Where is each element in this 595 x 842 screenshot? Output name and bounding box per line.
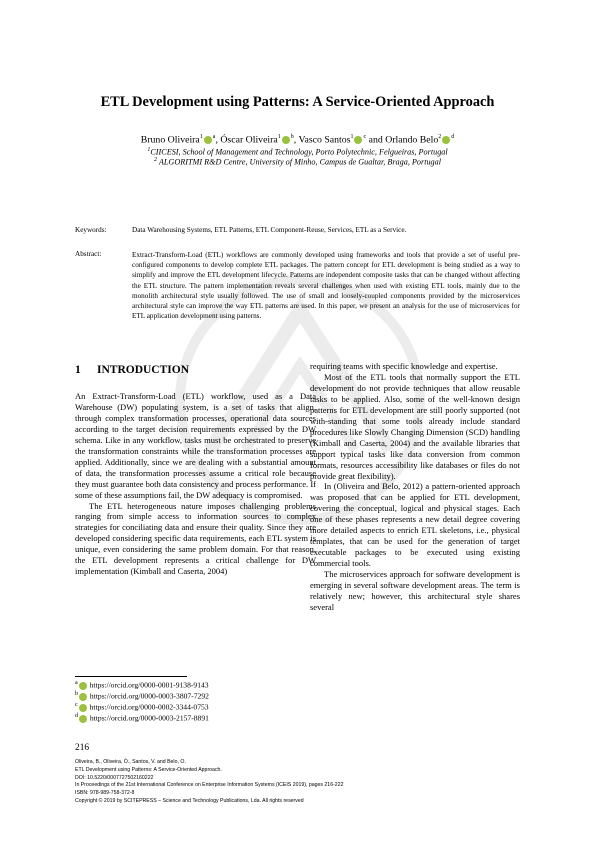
orcid-link[interactable]: https://orcid.org/0000-0003-3807-7292 xyxy=(89,691,209,701)
right-column xyxy=(310,361,520,613)
affiliation: $^1$CIICESI, School of Management and Technology, Porto Polytechnic, Felgueiras, Portugal xyxy=(147,147,448,157)
abstract-text: Extract-Transform-Load (ETL) workflows are commonly developed using frameworks and tools that provide a set of useful pre-configured components to develop complete ETL packages. The pattern concept for ETL development is being studied as a way to simplify and improve the ETL development lifecycle. Patterns are independent composite tasks that can be changed without affecting the ETL structure. The pattern implementation reveals several challenges when used with existing ETL tools, mainly due to the monolith architectural style usually followed. The use of small and loosely-coupled components provided by the microservices architectural style can improve the way ETL patterns are used. In this paper, we present an analysis for the use of microservices for ETL application development using patterns. xyxy=(132,251,520,321)
orcid-icon xyxy=(79,704,87,712)
keywords-text: Data Warehousing Systems, ETL Patterns, ETL Component-Reuse, Services, ETL as a Service. xyxy=(132,226,407,234)
citation-line: Copyright © 2019 by SCITEPRESS – Science and Technology Publications, Lda. All rights reserved xyxy=(75,797,304,804)
section-title: INTRODUCTION xyxy=(97,364,190,376)
affiliation: $^2$ ALGORITMI R&D Centre, University of Minho, Campus de Gualtar, Braga, Portugal xyxy=(153,157,442,167)
paragraph: In (Oliveira and Belo, 2012) a pattern-oriented approach was proposed that can be applied for ETL development, covering the conceptual, logical and physical stages. Each one of these phases represents a new detail degree covering more detailed aspects to enrich ETL skeletons, i.e., physical templates, that can be used for the generation of target executable packages to be executed using existing commercial tools. xyxy=(310,481,520,569)
orcid-icon[interactable] xyxy=(204,136,212,144)
citation-line: In Proceedings of the 21st International Conference on Enterprise Information Systems (ICEIS 2019), pages 216-222 xyxy=(75,782,344,789)
left-column xyxy=(75,391,316,577)
paper-title: ETL Development using Patterns: A Service-Oriented Approach xyxy=(100,94,495,110)
paragraph: The microservices approach for software development is emerging in several software development areas. The term is relatively new; however, this architectural style shares several xyxy=(310,569,520,612)
section-number: 1 xyxy=(75,364,81,376)
author-name: Vasco Santos xyxy=(298,134,351,146)
citation-block xyxy=(75,759,343,806)
orcid-link[interactable]: https://orcid.org/0000-0003-2157-8891 xyxy=(89,713,209,723)
citation-line: ETL Development using Patterns: A Service-Oriented Approach. xyxy=(75,766,222,773)
orcid-link[interactable]: https://orcid.org/0000-0002-3344-0753 xyxy=(89,702,209,712)
keywords-label: Keywords: xyxy=(75,226,107,234)
author-name: Óscar Oliveira xyxy=(220,134,278,146)
author-name: Bruno Oliveira xyxy=(140,134,200,146)
citation-line: ISBN: 978-989-758-372-8 xyxy=(75,790,135,797)
orcid-icon xyxy=(79,682,87,690)
citation-line: Oliveira, B., Oliveira, Ó., Santos, V. and Belo, O. xyxy=(75,759,186,765)
paragraph: An Extract-Transform-Load (ETL) workflow, used as a Data Warehouse (DW) populating system, is a set of tasks that align, through complex transformation processes, operational data sources according to the target decision requirements expressed by the DW schema. Like in any workflow, tasks must be orchestrated to preserve the transformation constraints while the transformation processes are applied. Additionally, since we are dealing with a substantial amount of data, the transformation processes assume a critical role because they must guarantee both data consistency and process performance. If some of these assumptions fail, the DW adequacy is compromised. xyxy=(75,391,316,500)
abstract xyxy=(75,250,520,321)
footnote: $^d$ https://orcid.org/0000-0003-2157-8891 xyxy=(75,713,209,723)
abstract-label: Abstract: xyxy=(75,250,102,258)
section-heading xyxy=(75,364,189,376)
footnote-rule xyxy=(75,676,187,677)
orcid-icon xyxy=(79,715,87,723)
paragraph: The ETL heterogeneous nature imposes challenging problems ranging from simple access to information sources to complex strategies for conciliating data and ensure their quality. Since they are developed considering specific data requirements, each ETL system is unique, even considering the same problem domain. For that reason, the ETL development represents a critical challenge for DW implementation (Kimball and Caserta, 2004) xyxy=(75,500,316,577)
orcid-icon[interactable] xyxy=(442,136,450,144)
footnote: $^b$ https://orcid.org/0000-0003-3807-7292 xyxy=(75,691,209,701)
page-number: 216 xyxy=(75,743,90,753)
orcid-link[interactable]: https://orcid.org/0000-0001-9138-9143 xyxy=(89,680,209,690)
paragraph: Most of the ETL tools that normally support the ETL development do not provide techniques that allow reusable tasks to be applied. Also, some of the well-known design patterns for ETL development are still poorly supported (not with-standing that some tools already include standard procedures like Slowly Changing Dimension (SCD) handling (Kimball and Caserta, 2004) and the available libraries that support typical tasks like data conversion from common formats, resources accessibility like databases or files do not provide great flexibility). xyxy=(310,371,520,481)
author-name: Orlando Belo xyxy=(385,134,439,146)
orcid-icon xyxy=(79,693,87,701)
paragraph: requiring teams with specific knowledge and expertise. xyxy=(310,361,498,371)
orcid-icon[interactable] xyxy=(282,136,290,144)
author-list: Bruno Oliveira$^1$ $^a$, Óscar Oliveira$^1$ $^b$, Vasco Santos$^1$ $^c$ and Orlando Belo$^2$ $^d$ xyxy=(140,134,455,146)
citation-line: DOI: 10.5220/0007727502160222 xyxy=(75,774,154,781)
orcid-icon[interactable] xyxy=(354,136,362,144)
footnote: $^a$ https://orcid.org/0000-0001-9138-9143 xyxy=(75,680,209,690)
keywords xyxy=(75,226,520,234)
footnote: $^c$ https://orcid.org/0000-0002-3344-0753 xyxy=(75,702,209,712)
